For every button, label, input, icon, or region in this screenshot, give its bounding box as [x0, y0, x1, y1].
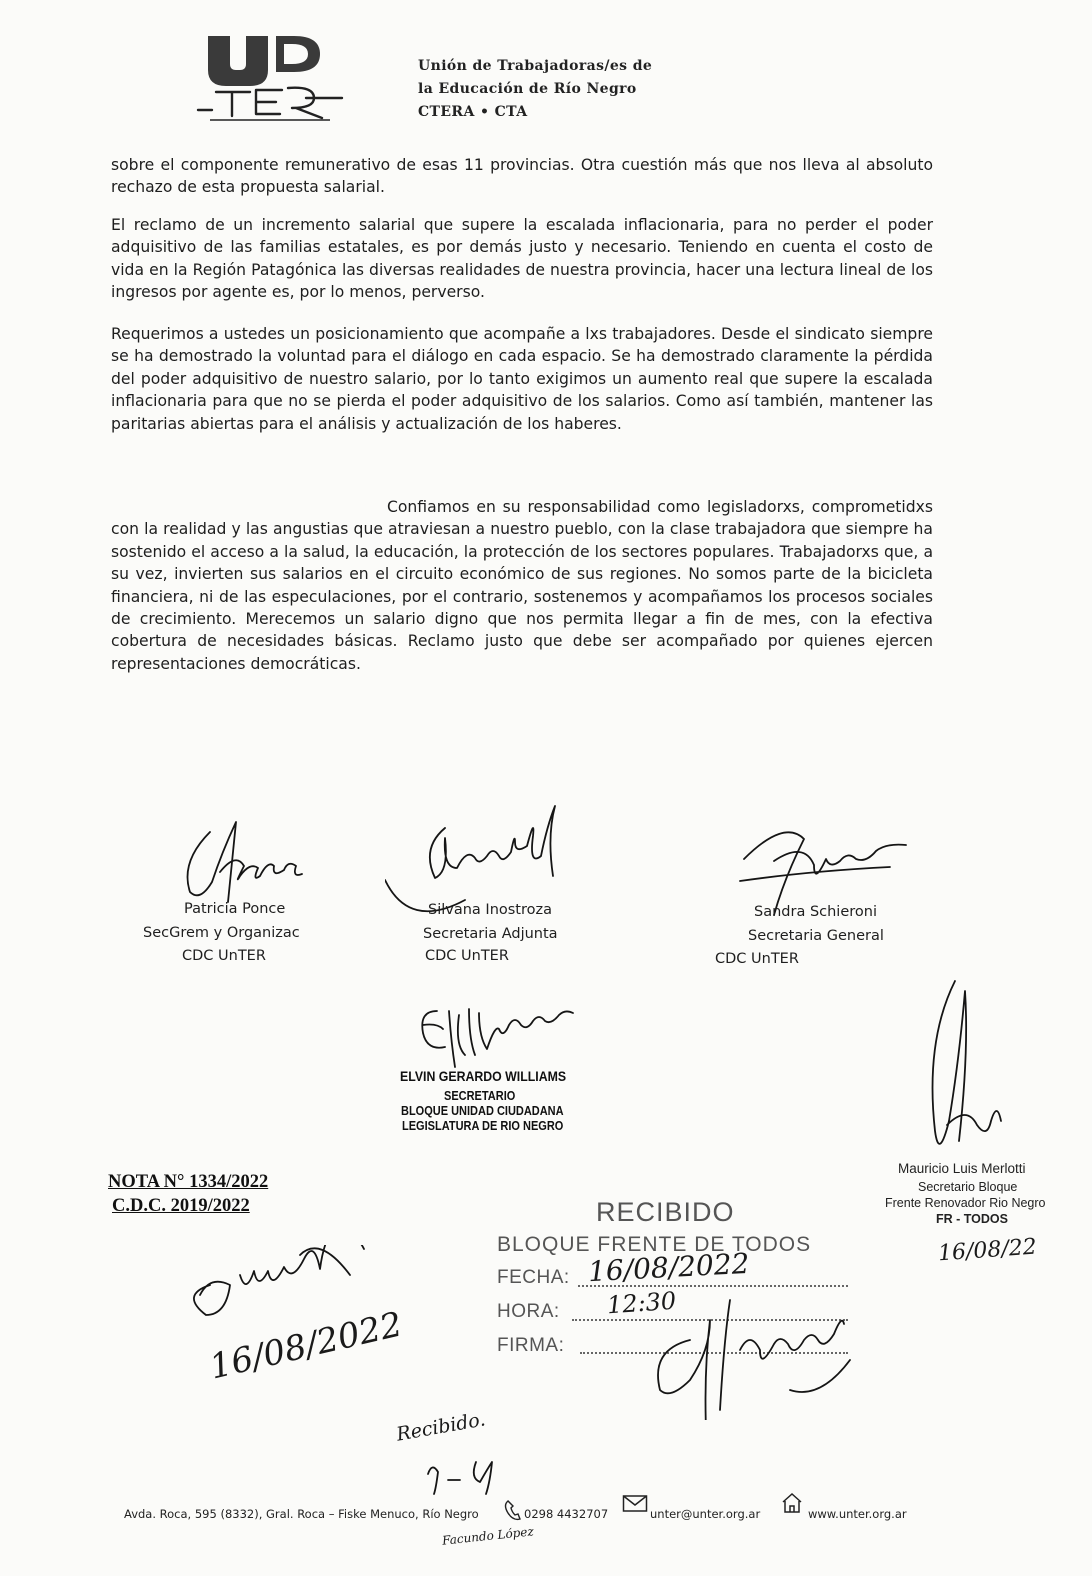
footer-website[interactable]: www.unter.org.ar: [808, 1507, 907, 1521]
fecha-value: 16/08/2022: [587, 1246, 751, 1289]
signatory-role: Secretaria Adjunta: [423, 926, 558, 942]
footer-email[interactable]: unter@unter.org.ar: [650, 1507, 761, 1521]
signatory-name: Sandra Schieroni: [754, 904, 877, 920]
stamp-name: Mauricio Luis Merlotti: [898, 1161, 1026, 1176]
hora-value: 12:30: [606, 1286, 678, 1320]
paragraph-1: sobre el componente remunerativo de esas 11 provincias. Otra cuestión más que nos lleva al absoluto rechazo de esta propuesta salarial.: [111, 156, 933, 197]
footer-address: Avda. Roca, 595 (8332), Gral. Roca – Fiske Menuco, Río Negro: [124, 1507, 479, 1521]
email-icon: [622, 1494, 648, 1514]
handwritten-recibido: Recibido.: [394, 1408, 488, 1446]
handwritten-date-right: 16/08/22: [937, 1234, 1038, 1267]
org-affiliation: CTERA • CTA: [418, 104, 528, 120]
handwritten-mark: [420, 1456, 510, 1496]
fecha-label: FECHA:: [497, 1267, 570, 1288]
signatory-role: Secretaria General: [748, 928, 884, 944]
signatory-org: CDC UnTER: [715, 951, 799, 967]
handwritten-date-left: 16/08/2022: [206, 1304, 406, 1388]
svg-text:UnTER: UnTER: [196, 28, 200, 29]
stamp-bloque: BLOQUE UNIDAD CIUDADANA: [401, 1104, 564, 1118]
signatory-org: CDC UnTER: [182, 948, 266, 964]
unter-logo: [196, 28, 346, 123]
firma-label: FIRMA:: [497, 1335, 565, 1356]
paragraph-4: Confiamos en su responsabilidad como legisladorxs, comprometidxs con la realidad y las angustias que atraviesan a nuestro pueblo, con la clase trabajadora que siempre ha sostenido el acceso a la salud, la educación, la protección de los sectores populares. Trabajadorxs que, a su vez, invierten sus salarios en el circuito económico de sus regiones. No somos parte de la bicicleta financiera, ni de las especulaciones, por el contrario, sostenemos y acompañamos los procesos sociales de crecimiento. Merecemos un salario digno que nos permita llegar a fin de mes, con la efectiva cobertura de necesidades básicas. Reclamo justo que debe ser acompañado por quienes ejercen representaciones democráticas.: [111, 498, 933, 673]
signature-patricia-ponce: [170, 812, 320, 912]
org-name-line1: Unión de Trabajadoras/es de: [418, 58, 653, 74]
nota-number: NOTA N° 1334/2022: [108, 1172, 269, 1192]
footer-phone: 0298 4432707: [524, 1507, 609, 1521]
org-name-line2: la Educación de Río Negro: [418, 81, 637, 97]
nota-cdc: C.D.C. 2019/2022: [112, 1196, 250, 1216]
signature-mauricio-merlotti: [915, 975, 1015, 1175]
signature-elvin-williams: [415, 995, 615, 1075]
stamp-name: ELVIN GERARDO WILLIAMS: [400, 1068, 567, 1084]
stamp-bloque: Frente Renovador Rio Negro: [885, 1196, 1046, 1210]
phone-icon: [503, 1499, 523, 1521]
signatory-name: Silvana Inostroza: [428, 902, 553, 918]
stamp-title: SECRETARIO: [444, 1089, 516, 1103]
home-icon: [781, 1492, 803, 1514]
stamp-title: Secretario Bloque: [918, 1180, 1018, 1194]
handwritten-name: Facundo López: [441, 1524, 535, 1548]
signature-recibido-firma: [640, 1290, 890, 1420]
stamp-abbr: FR - TODOS: [936, 1212, 1008, 1226]
signatory-org: CDC UnTER: [425, 948, 509, 964]
paragraph-2: El reclamo de un incremento salarial que supere la escalada inflacionaria, para no perder el poder adquisitivo de las familias estatales, es por demás justo y necesario. Teniendo en cuenta el costo de vida en la Región Patagónica las diversas realidades de nuestra provincia, hacer una lectura lineal de los ingresos por agente es, por lo menos, perverso.: [111, 216, 933, 302]
recibido-title: RECIBIDO: [596, 1197, 735, 1227]
signature-silvana-inostroza: [385, 800, 595, 918]
signatory-role: SecGrem y Organizac: [143, 925, 300, 941]
signatory-name: Patricia Ponce: [184, 901, 286, 917]
recibido-bloque: BLOQUE FRENTE DE TODOS: [497, 1233, 812, 1256]
hora-label: HORA:: [497, 1301, 560, 1322]
paragraph-3: Requerimos a ustedes un posicionamiento que acompañe a lxs trabajadores. Desde el sindicato siempre se ha demostrado la voluntad para el diálogo en cada espacio. Se ha demostrado claramente la pérdida del poder adquisitivo de nuestro salario, por lo tanto exigimos un aumento real que supere la escalada inflacionaria para que no se pierda el poder adquisitivo de los salarios. Como así también, mantener las paritarias abiertas para el análisis y actualización de los haberes.: [111, 325, 933, 433]
stamp-legislatura: LEGISLATURA DE RIO NEGRO: [402, 1119, 564, 1133]
